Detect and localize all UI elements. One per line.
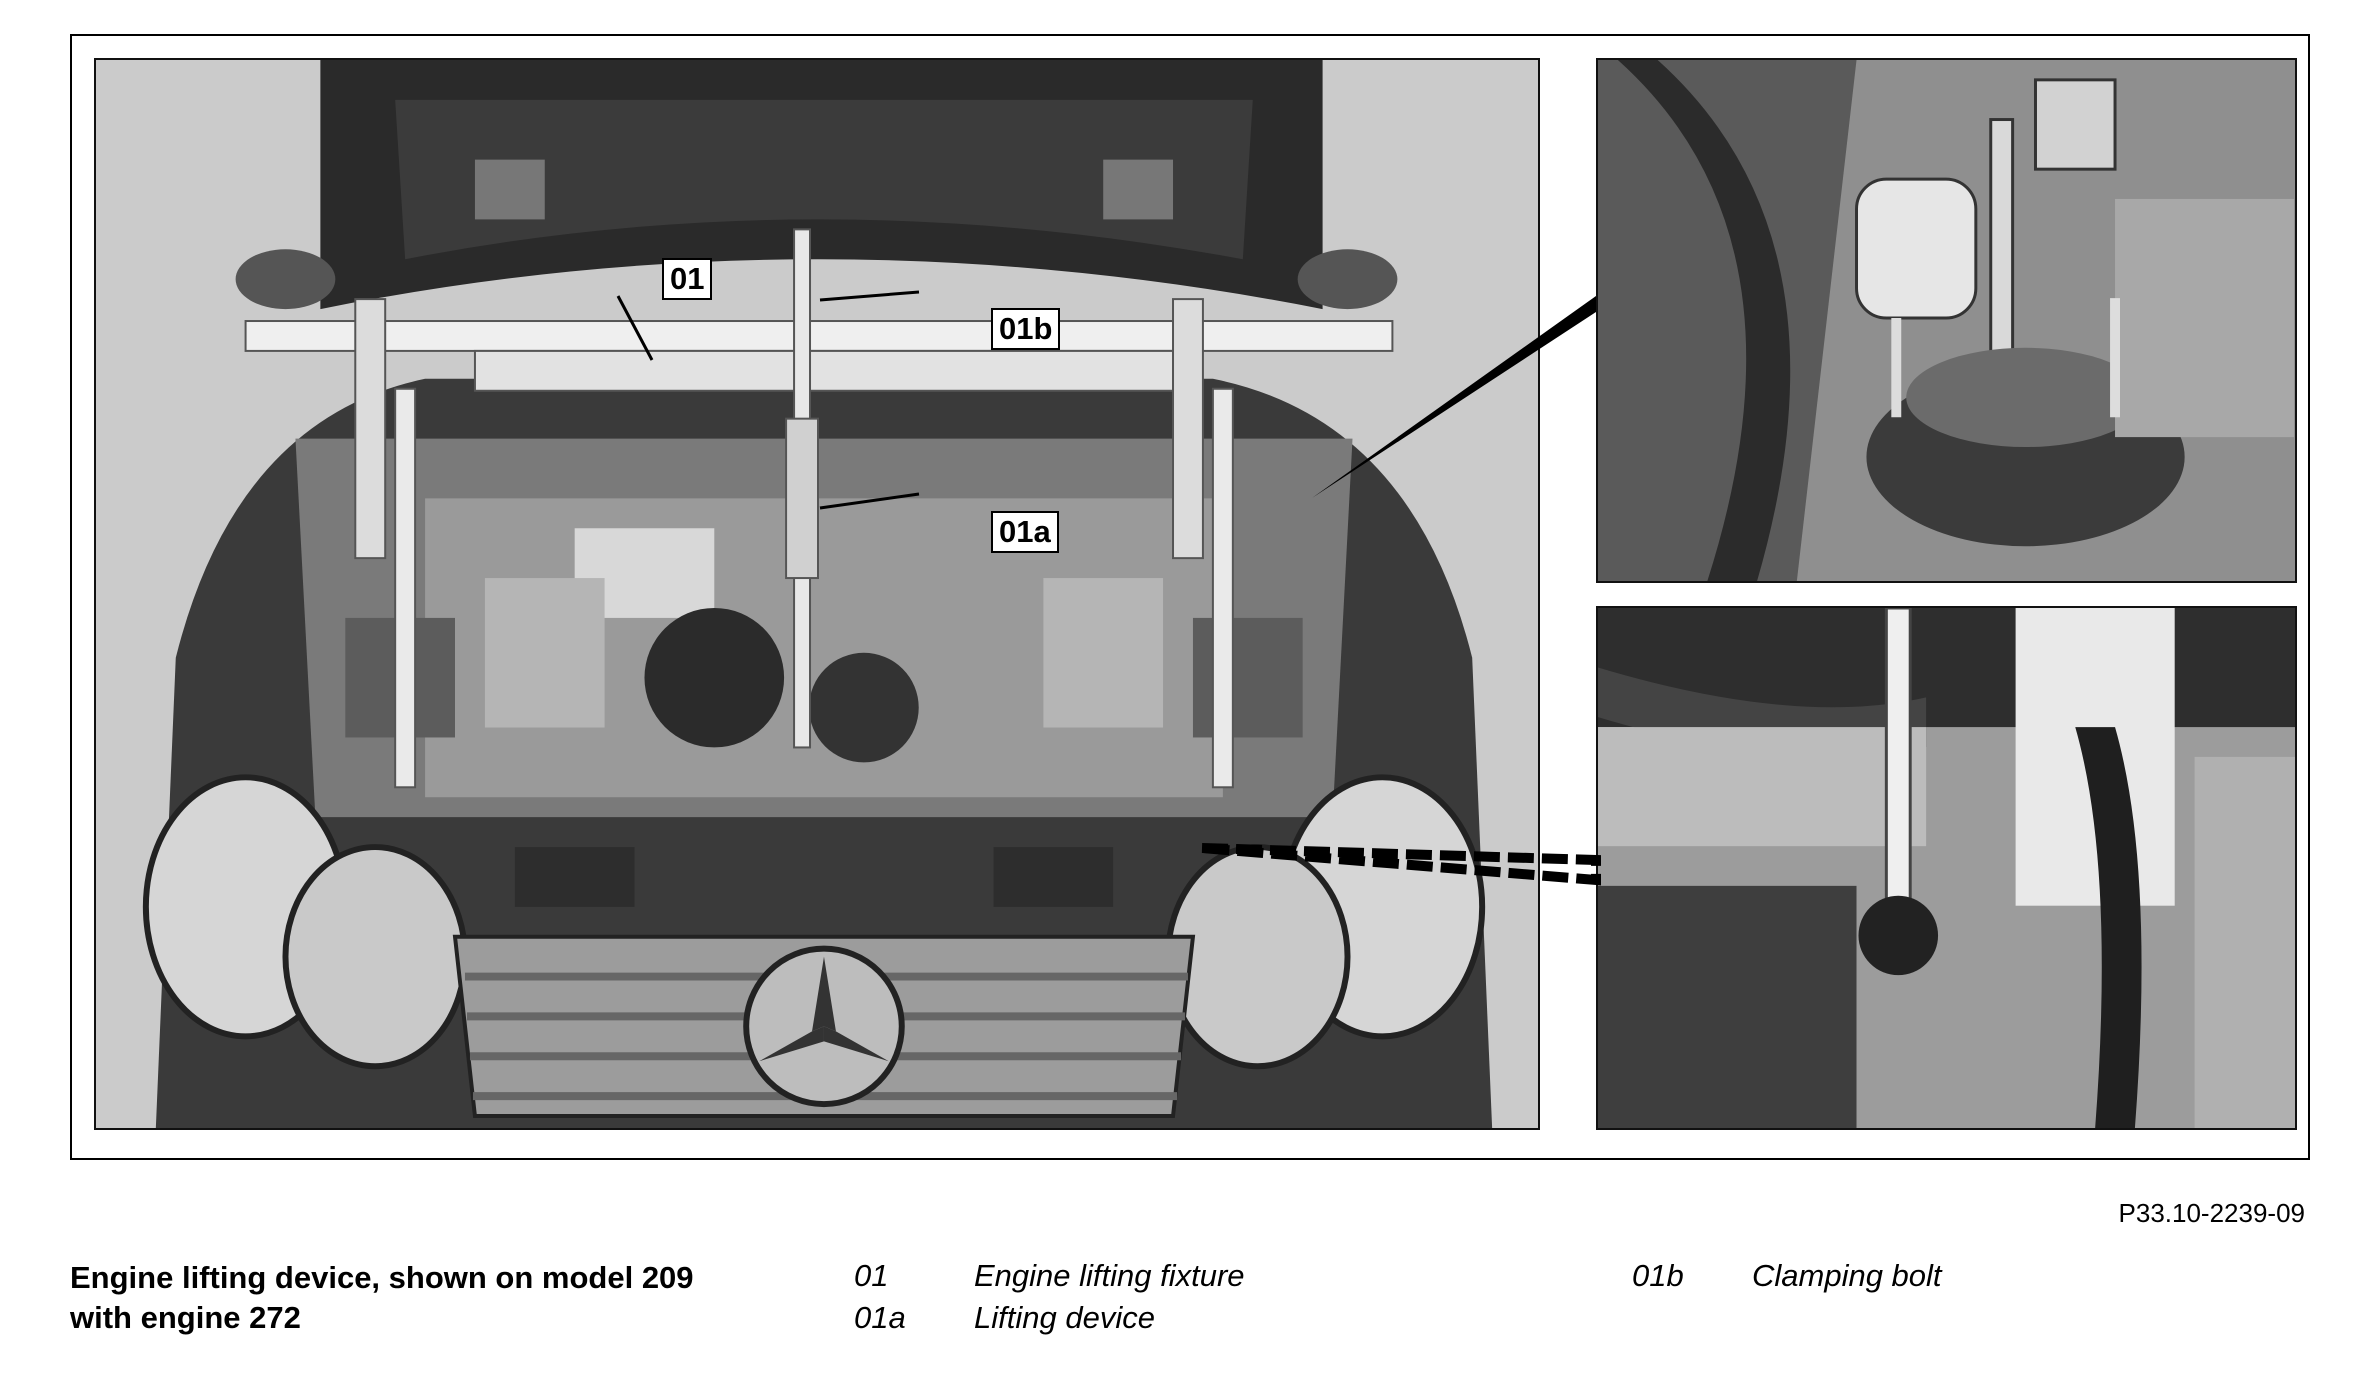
figure-reference-code: P33.10-2239-09: [2118, 1198, 2305, 1228]
lifting-rod-detail-illustration: [1598, 608, 2295, 1128]
caption-title: [70, 1258, 790, 1338]
legend-code-01a: 01a: [854, 1300, 906, 1335]
engine-bay-illustration: [96, 60, 1538, 1128]
main-engine-photo: [94, 58, 1540, 1130]
caption-title-line-1: Engine lifting device, shown on model 209: [70, 1260, 694, 1295]
legend-code-01b: 01b: [1632, 1258, 1684, 1293]
callout-01b: 01b: [991, 308, 1060, 350]
legend-text-engine-lifting-fixture: Engine lifting fixture: [974, 1258, 1245, 1293]
caption-title-line-2: with engine 272: [70, 1300, 301, 1335]
legend-text-lifting-device: Lifting device: [974, 1300, 1155, 1335]
callout-01a: 01a: [991, 511, 1059, 553]
clamping-bolt-detail-illustration: [1598, 60, 2295, 581]
detail-photo-lifting-rod: [1596, 606, 2297, 1130]
figure-frame: [70, 34, 2310, 1160]
legend-code-01: 01: [854, 1258, 889, 1293]
legend-text-clamping-bolt: Clamping bolt: [1752, 1258, 1942, 1293]
detail-photo-clamping-bolt: [1596, 58, 2297, 583]
callout-01: 01: [662, 258, 712, 300]
